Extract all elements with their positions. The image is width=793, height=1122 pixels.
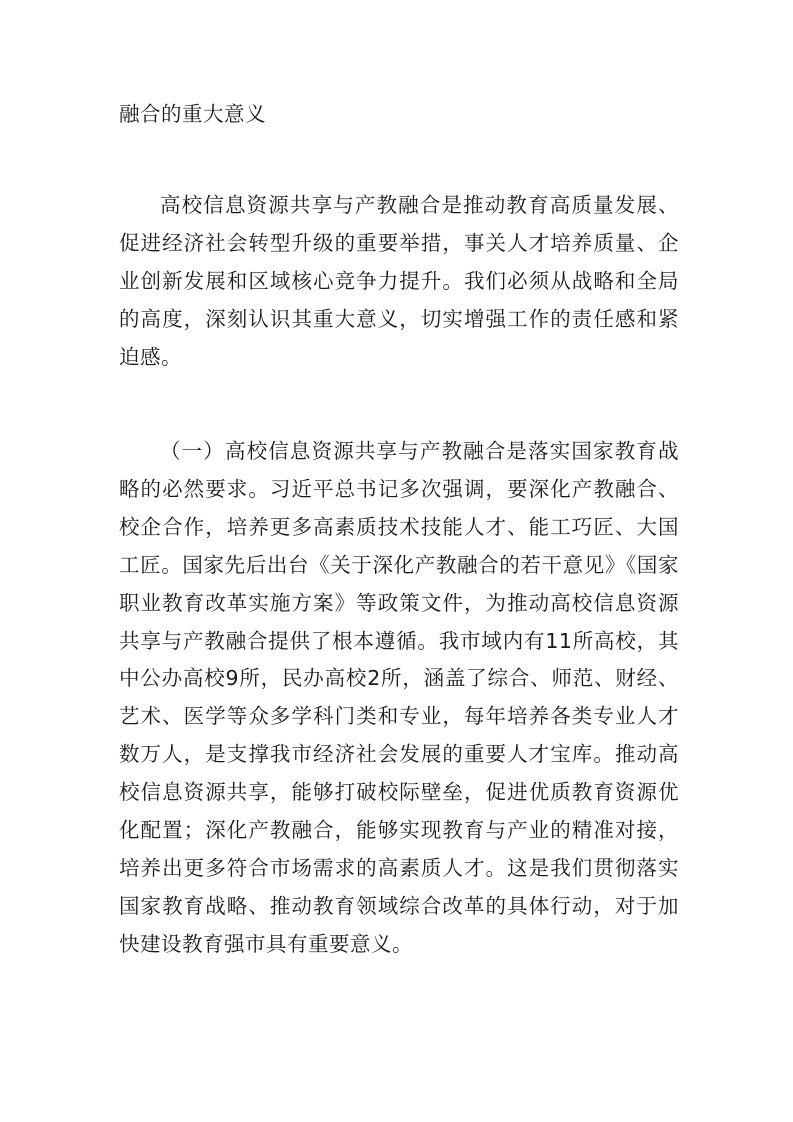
body-paragraph-intro: 高校信息资源共享与产教融合是推动教育高质量发展、促进经济社会转型升级的重要举措，事关人才培养质量、企业创新发展和区域核心竞争力提升。我们必须从战略和全局的高度，深刻认识其重大意义，切实增强工作的责任感和紧迫感。 bbox=[119, 193, 679, 369]
section-heading-continuation: 融合的重大意义 bbox=[119, 102, 266, 126]
body-paragraph-point-one: （一）高校信息资源共享与产教融合是落实国家教育战略的必然要求。习近平总书记多次强调，要深化产教融合、校企合作，培养更多高素质技术技能人才、能工巧匠、大国工匠。国家先后出台《关于深化产教融合的若干意见》《国家职业教育改革实施方案》等政策文件，为推动高校信息资源共享与产教融合提供了根本遵循。我市域内有11所高校，其中公办高校9所，民办高校2所，涵盖了综合、师范、财经、艺术、医学等众多学科门类和专业，每年培养各类专业人才数万人，是支撑我市经济社会发展的重要人才宝库。推动高校信息资源共享，能够打破校际壁垒，促进优质教育资源优化配置；深化产教融合，能够实现教育与产业的精准对接，培养出更多符合市场需求的高素质人才。这是我们贯彻落实国家教育战略、推动教育领域综合改革的具体行动，对于加快建设教育强市具有重要意义。 bbox=[119, 439, 679, 956]
